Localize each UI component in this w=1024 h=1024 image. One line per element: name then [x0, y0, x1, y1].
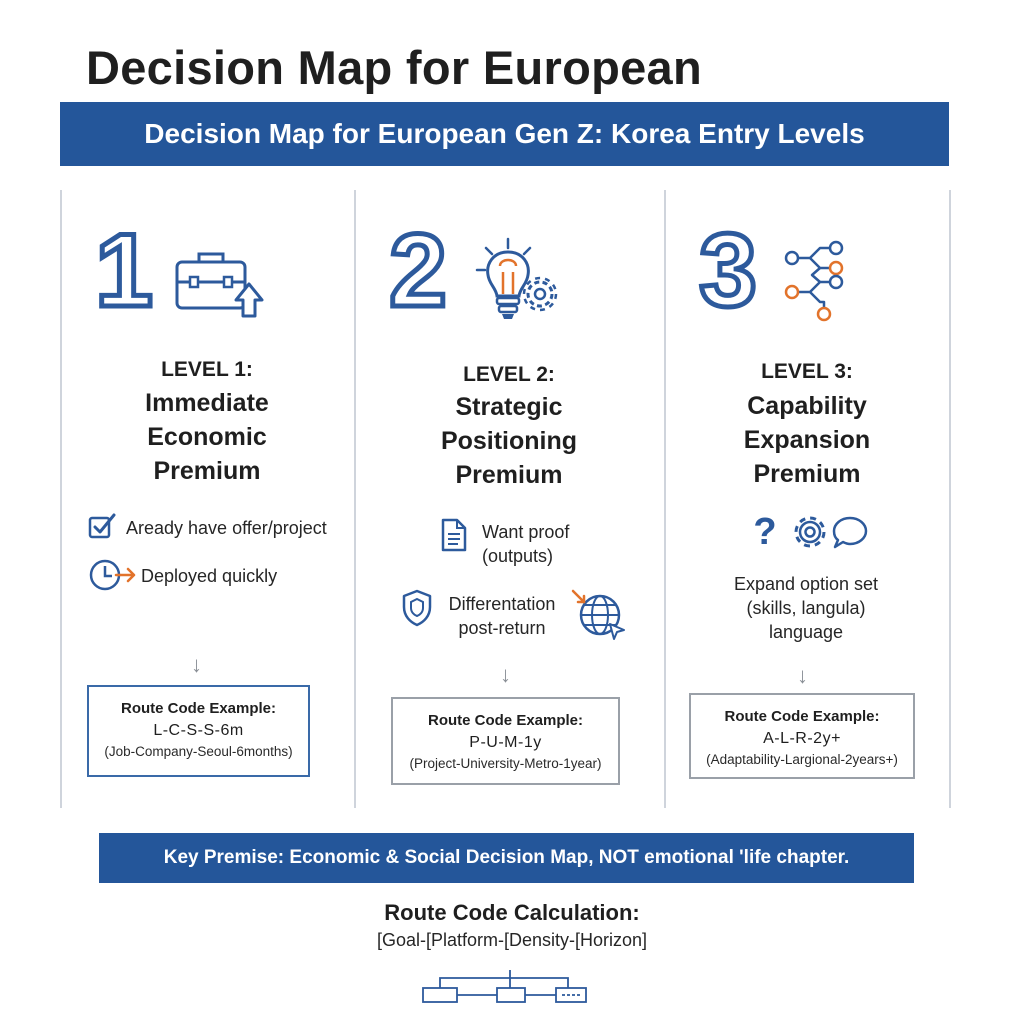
key-premise-text: Key Premise: Economic & Social Decision Map, NOT emotional 'life chapter. [163, 847, 850, 868]
question-mark-icon [752, 512, 778, 550]
level-1-item-deployed: Deployed quickly [141, 566, 278, 586]
route-explanation: (Project-University-Metro-1year) [409, 756, 602, 771]
route-label: Route Code Example: [120, 700, 277, 717]
level-2-item-proof: Want proof (outputs) [482, 522, 570, 566]
svg-text:2: 2 [389, 218, 447, 318]
route-explanation: (Job-Company-Seoul-6months) [104, 744, 293, 759]
level-number-1 [86, 218, 162, 318]
svg-text:3: 3 [699, 218, 757, 318]
route-code: L-C-S-S-6m [153, 722, 244, 739]
down-arrow-icon: ↓ [797, 663, 808, 688]
route-code-box-3 [689, 693, 915, 779]
svg-text:?: ? [753, 512, 777, 550]
checkbox-icon [88, 512, 116, 540]
level-number-3 [690, 218, 766, 318]
route-code-formula: [Goal-[Platform-[Density-[Horizon] [376, 930, 648, 950]
lightbulb-gear-icon [472, 236, 568, 328]
route-label: Route Code Example: [427, 712, 584, 729]
svg-text:1: 1 [95, 218, 153, 318]
level-3-name: Capability Expansion Premium [743, 392, 871, 488]
globe-cursor-icon [570, 588, 628, 640]
level-2-tag: LEVEL 2: [463, 363, 555, 386]
route-code: P-U-M-1y [469, 734, 542, 751]
level-1-name: Immediate Economic Premium [145, 389, 269, 485]
down-arrow-icon: ↓ [500, 662, 511, 687]
branching-nodes-icon [782, 240, 862, 322]
route-code-calculation-title: Route Code Calculation: [384, 900, 640, 925]
title-banner [60, 102, 949, 166]
clock-arrow-icon [88, 558, 138, 592]
banner-title: Decision Map for European Gen Z: Korea Entry Levels [144, 118, 865, 149]
route-code-box-2 [391, 697, 620, 785]
speech-bubble-icon [830, 514, 870, 554]
route-code: A-L-R-2y+ [763, 730, 841, 747]
level-2-name: Strategic Positioning Premium [440, 393, 578, 489]
column-divider [949, 190, 951, 808]
level-number-2 [380, 218, 456, 318]
level-3-tag: LEVEL 3: [761, 360, 853, 383]
key-premise-banner [99, 833, 914, 883]
shield-icon [401, 589, 433, 627]
level-1-item-offer: Aready have offer/project [126, 518, 327, 538]
gear-icon [790, 512, 830, 552]
column-divider [664, 190, 666, 808]
column-divider [60, 190, 62, 808]
flow-diagram-icon [420, 966, 590, 1006]
level-1-tag: LEVEL 1: [161, 358, 253, 381]
route-label: Route Code Example: [724, 708, 880, 725]
route-explanation: (Adaptability-Largional-2years+) [706, 752, 898, 767]
briefcase-up-arrow-icon [170, 250, 270, 320]
down-arrow-icon: ↓ [191, 652, 202, 677]
level-3-item-expand: Expand option set (skills, langula) language [733, 574, 879, 642]
page-title: Decision Map for European [86, 41, 702, 94]
route-code-box-1 [87, 685, 310, 777]
level-2-item-differentiation: Differentation post-return [448, 594, 556, 638]
column-divider [354, 190, 356, 808]
document-icon [440, 517, 468, 553]
